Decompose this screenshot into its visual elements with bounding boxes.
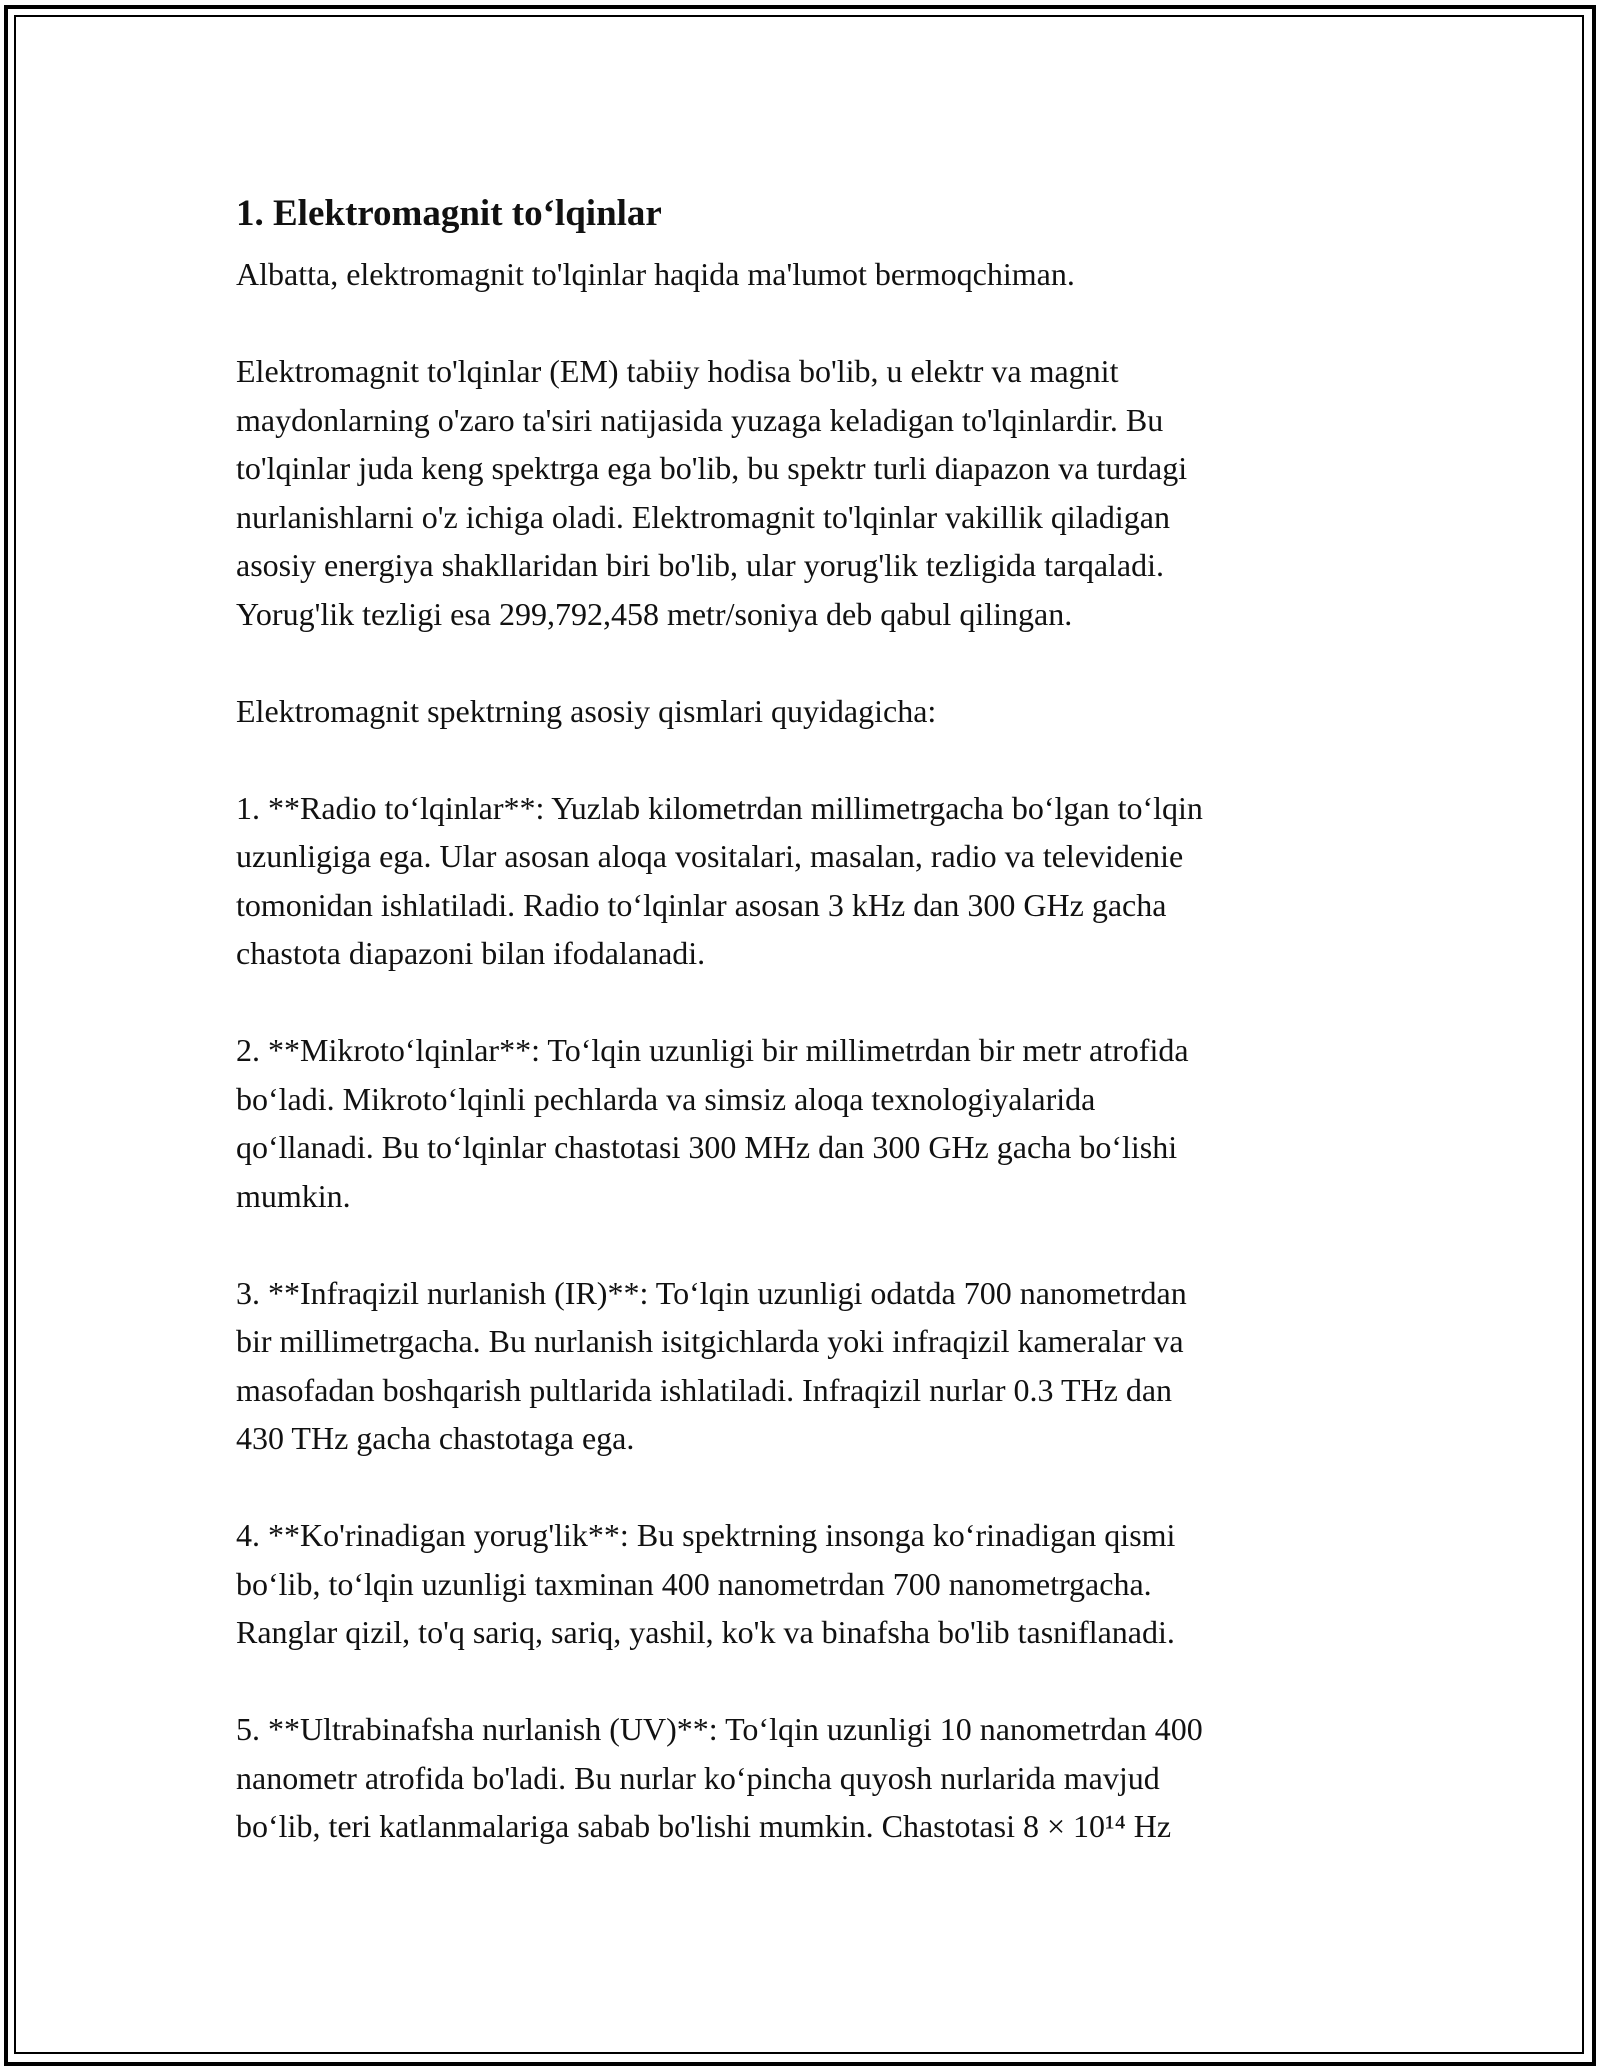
text-line: to'lqinlar juda keng spektrga ega bo'lib, bu spektr turli diapazon va turdagi (236, 450, 1188, 486)
text-line: Albatta, elektromagnit to'lqinlar haqida ma'lumot bermoqchiman. (236, 256, 1075, 292)
text-line: Elektromagnit spektrning asosiy qismlari quyidagicha: (236, 692, 937, 729)
text-line: bo‘lib, teri katlanmalariga sabab bo'lishi mumkin. Chastotasi 8 × 10¹⁴ Hz (236, 1808, 1172, 1844)
text-line: asosiy energiya shakllaridan biri bo'lib, ular yorug'lik tezligida tarqaladi. (236, 547, 1165, 583)
text-line: nurlanishlarni o'z ichiga oladi. Elektromagnit to'lqinlar vakillik qiladigan (236, 498, 1170, 535)
text-line: Ranglar qizil, to'q sariq, sariq, yashil, ko'k va binafsha bo'lib tasniflanadi. (236, 1614, 1175, 1650)
text-line: mumkin. (236, 1177, 351, 1214)
section-heading: 1. Elektromagnit to‘lqinlar (236, 193, 662, 234)
text-line: bo‘ladi. Mikroto‘lqinli pechlarda va simsiz aloqa texnologiyalarida (236, 1080, 1096, 1117)
text-line: tomonidan ishlatiladi. Radio to‘lqinlar asosan 3 kHz dan 300 GHz gacha (236, 886, 1167, 923)
text-line: masofadan boshqarish pultlarida ishlatiladi. Infraqizil nurlar 0.3 THz dan (236, 1371, 1173, 1408)
list-item-microwaves (236, 1026, 1366, 1220)
text-line: 430 THz gacha chastotaga ega. (236, 1420, 635, 1456)
text-line: chastota diapazoni bilan ifodalanadi. (236, 935, 706, 971)
text-line: bir millimetrgacha. Bu nurlanish isitgichlarda yoki infraqizil kameralar va (236, 1323, 1184, 1359)
document-body (236, 186, 1366, 1851)
text-line: 2. **Mikroto‘lqinlar**: To‘lqin uzunligi bir millimetrdan bir metr atrofida (236, 1032, 1189, 1068)
text-line: uzunligiga ega. Ular asosan aloqa vositalari, masalan, radio va televidenie (236, 838, 1184, 874)
text-line: 4. **Ko'rinadigan yorug'lik**: Bu spektrning insonga ko‘rinadigan qismi (236, 1517, 1176, 1553)
text-line: 1. **Radio to‘lqinlar**: Yuzlab kilometrdan millimetrgacha bo‘lgan to‘lqin (236, 789, 1203, 826)
paragraph-intro (236, 250, 1366, 299)
list-item-visible-light (236, 1511, 1366, 1657)
text-line: 3. **Infraqizil nurlanish (IR)**: To‘lqin uzunligi odatda 700 nanometrdan (236, 1274, 1187, 1311)
paragraph-definition (236, 347, 1366, 638)
text-line: 5. **Ultrabinafsha nurlanish (UV)**: To‘lqin uzunligi 10 nanometrdan 400 (236, 1711, 1203, 1747)
text-line: nanometr atrofida bo'ladi. Bu nurlar ko‘pincha quyosh nurlarida mavjud (236, 1759, 1160, 1796)
text-line: bo‘lib, to‘lqin uzunligi taxminan 400 nanometrdan 700 nanometrgacha. (236, 1565, 1152, 1602)
list-item-infrared (236, 1269, 1366, 1463)
text-line: maydonlarning o'zaro ta'siri natijasida yuzaga keladigan to'lqinlardir. Bu (236, 401, 1164, 438)
list-item-ultraviolet (236, 1705, 1366, 1851)
paragraph-spectrum-intro (236, 687, 1366, 736)
text-line: qo‘llanadi. Bu to‘lqinlar chastotasi 300 MHz dan 300 GHz gacha bo‘lishi (236, 1129, 1178, 1165)
list-item-radio-waves (236, 784, 1366, 978)
text-line: Yorug'lik tezligi esa 299,792,458 metr/soniya deb qabul qilingan. (236, 595, 1073, 632)
text-line: Elektromagnit to'lqinlar (EM) tabiiy hodisa bo'lib, u elektr va magnit (236, 353, 1119, 389)
